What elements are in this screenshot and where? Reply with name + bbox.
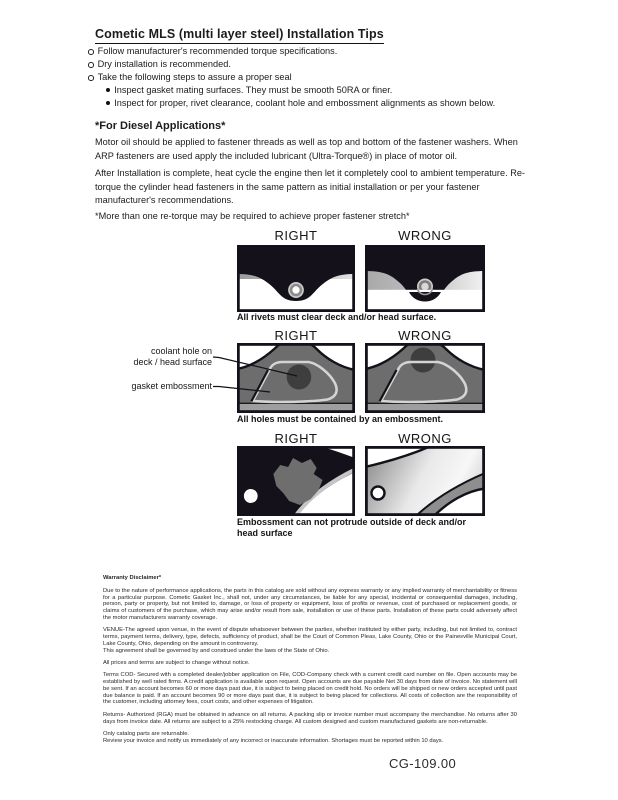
rivet-center — [291, 285, 301, 295]
disclaimer-paragraph-3: This agreement shall be governed by and construed under the laws of the State of Ohio. — [103, 647, 330, 654]
embossment-wrong-diagram — [365, 446, 485, 516]
callout-coolant-hole-label: coolant hole on deck / head surface — [133, 346, 212, 367]
row3-wrong-header: WRONG — [398, 431, 452, 446]
disclaimer-paragraph-2: VENUE-The agreed upon venue, in the event of dispute whatsoever between the parties, whether instituted by either party, including, but not limited to, contract terms, payment terms, delivery, type, defects, sufficiency of product, shall be the Court of Common Pleas, Lake County, Ohio or the Painesville Municipal Court, Lake County, Ohio, depending on the amount in controversy. — [103, 627, 517, 647]
bolt-hole — [372, 487, 385, 500]
page-title: Cometic MLS (multi layer steel) Installation Tips — [95, 27, 384, 44]
row3-caption: Embossment can not protrude outside of deck and/or head surface — [237, 517, 467, 538]
tip-subbullet-2 — [88, 97, 528, 110]
disclaimer-paragraph-8: Review your invoice and notify us immediately of any incorrect or inaccurate information. Shortages must be reported within 10 days. — [103, 737, 444, 744]
doc-number: CG-109.00 — [389, 756, 457, 771]
coolant-hole — [287, 365, 312, 390]
disclaimer-paragraph-5: Terms COD- Secured with a completed dealer/jobber application on File, COD-Company check with a current credit card number on file. Open accounts may be established by well rated firms. A credit application is available upon request. Open accounts are due payable Net 30 days from date of invoice. No statement will be sent. If an account becomes 60 or more days past due, it is subject to being placed on credit hold. No orders will be shipped or new orders accepted until past due balance is paid. If an account becomes 90 or more days past due, it is subject to being placed for collections. All costs of collection are the responsibility of the customer, including attorney fees, court costs, and other expenses of litigation. — [103, 672, 517, 706]
disclaimer-paragraph-7: Only catalog parts are returnable. — [103, 730, 190, 737]
row3-right-header: RIGHT — [274, 431, 318, 446]
coolant-hole — [411, 348, 436, 373]
callout-gasket-embossment-label: gasket embossment — [131, 381, 212, 391]
row1-caption: All rivets must clear deck and/or head surface. — [237, 312, 437, 322]
tip-bullet-1 — [88, 45, 528, 58]
diesel-paragraph-1: Motor oil should be applied to fastener threads as well as top and bottom of the fastener washers. When ARP fasteners are used apply the included lubricant (Ultra-Torque®) in place of motor oil. — [95, 137, 518, 161]
rivet-right-diagram — [237, 245, 355, 312]
row1-right-header: RIGHT — [274, 228, 318, 243]
diesel-paragraph-2: After Installation is complete, heat cycle the engine then let it completely cool to ambient temperature. Re-torque the cylinder head fasteners in the same pattern as initial installation or per your fastener manufacturer's recommendations. — [95, 168, 525, 205]
row2-wrong-header: WRONG — [398, 328, 452, 343]
open-bullet-icon — [88, 75, 94, 81]
row1-wrong-header: WRONG — [398, 228, 452, 243]
row2-caption: All holes must be contained by an embossment. — [237, 414, 444, 424]
row2-right-header: RIGHT — [274, 328, 318, 343]
installation-tips-list — [88, 45, 528, 110]
coolant-hole-wrong-diagram — [365, 343, 485, 413]
filled-bullet-icon — [106, 101, 110, 105]
tip-subbullet-1 — [88, 84, 528, 97]
tip-bullet-text: Take the following steps to assure a proper seal — [97, 72, 292, 82]
disclaimer-paragraph-6: Returns- Authorized (RGA) must be obtained in advance on all returns. A packing slip or invoice number must accompany the merchandise. No returns after 30 days from invoice date. All returns are subject to a 25% restocking charge. All custom designed and custom manufactured gaskets are non-returnable. — [103, 711, 517, 725]
bolt-hole — [244, 489, 258, 503]
tip-bullet-text: Follow manufacturer's recommended torque specifications. — [97, 46, 338, 56]
coolant-hole-right-diagram — [237, 343, 355, 413]
disclaimer-paragraph-1: Due to the nature of performance applications, the parts in this catalog are sold without any express warranty or any implied warranty of merchantability or fitness for a particular purpose. Cometic Gasket Inc., shall not, under any circumstances, be liable for any special, incidental or consequential damages, including, person, party or property, but not limited to, damage, or loss of property or equipment, loss of profits or revenue, cost of purchased or replacement goods, or claims of customers of the purchase, which may arise and/or result from sale, installation or use of these parts. Installation of these parts could adversely affect the motor manufacturers warranty coverage. — [103, 587, 517, 621]
embossment-right-diagram — [237, 446, 355, 516]
filled-bullet-icon — [106, 88, 110, 92]
tip-bullet-text: Dry installation is recommended. — [97, 59, 231, 69]
tip-bullet-2 — [88, 58, 528, 71]
diesel-paragraph-3: *More than one re-torque may be required to achieve proper fastener stretch* — [95, 211, 410, 221]
tip-subbullet-text: Inspect gasket mating surfaces. They must be smooth 50RA or finer. — [114, 85, 393, 95]
diesel-applications-heading: *For Diesel Applications* — [95, 120, 226, 132]
open-bullet-icon — [88, 49, 94, 55]
tip-subbullet-text: Inspect for proper, rivet clearance, coolant hole and embossment alignments as shown below. — [114, 98, 496, 108]
tip-bullet-3 — [88, 71, 528, 84]
warranty-disclaimer-heading: Warranty Disclaimer* — [103, 575, 162, 581]
disclaimer-paragraph-4: All prices and terms are subject to change without notice. — [103, 659, 250, 666]
warranty-disclaimer — [103, 575, 517, 750]
open-bullet-icon — [88, 62, 94, 68]
rivet-wrong-diagram — [365, 245, 485, 312]
